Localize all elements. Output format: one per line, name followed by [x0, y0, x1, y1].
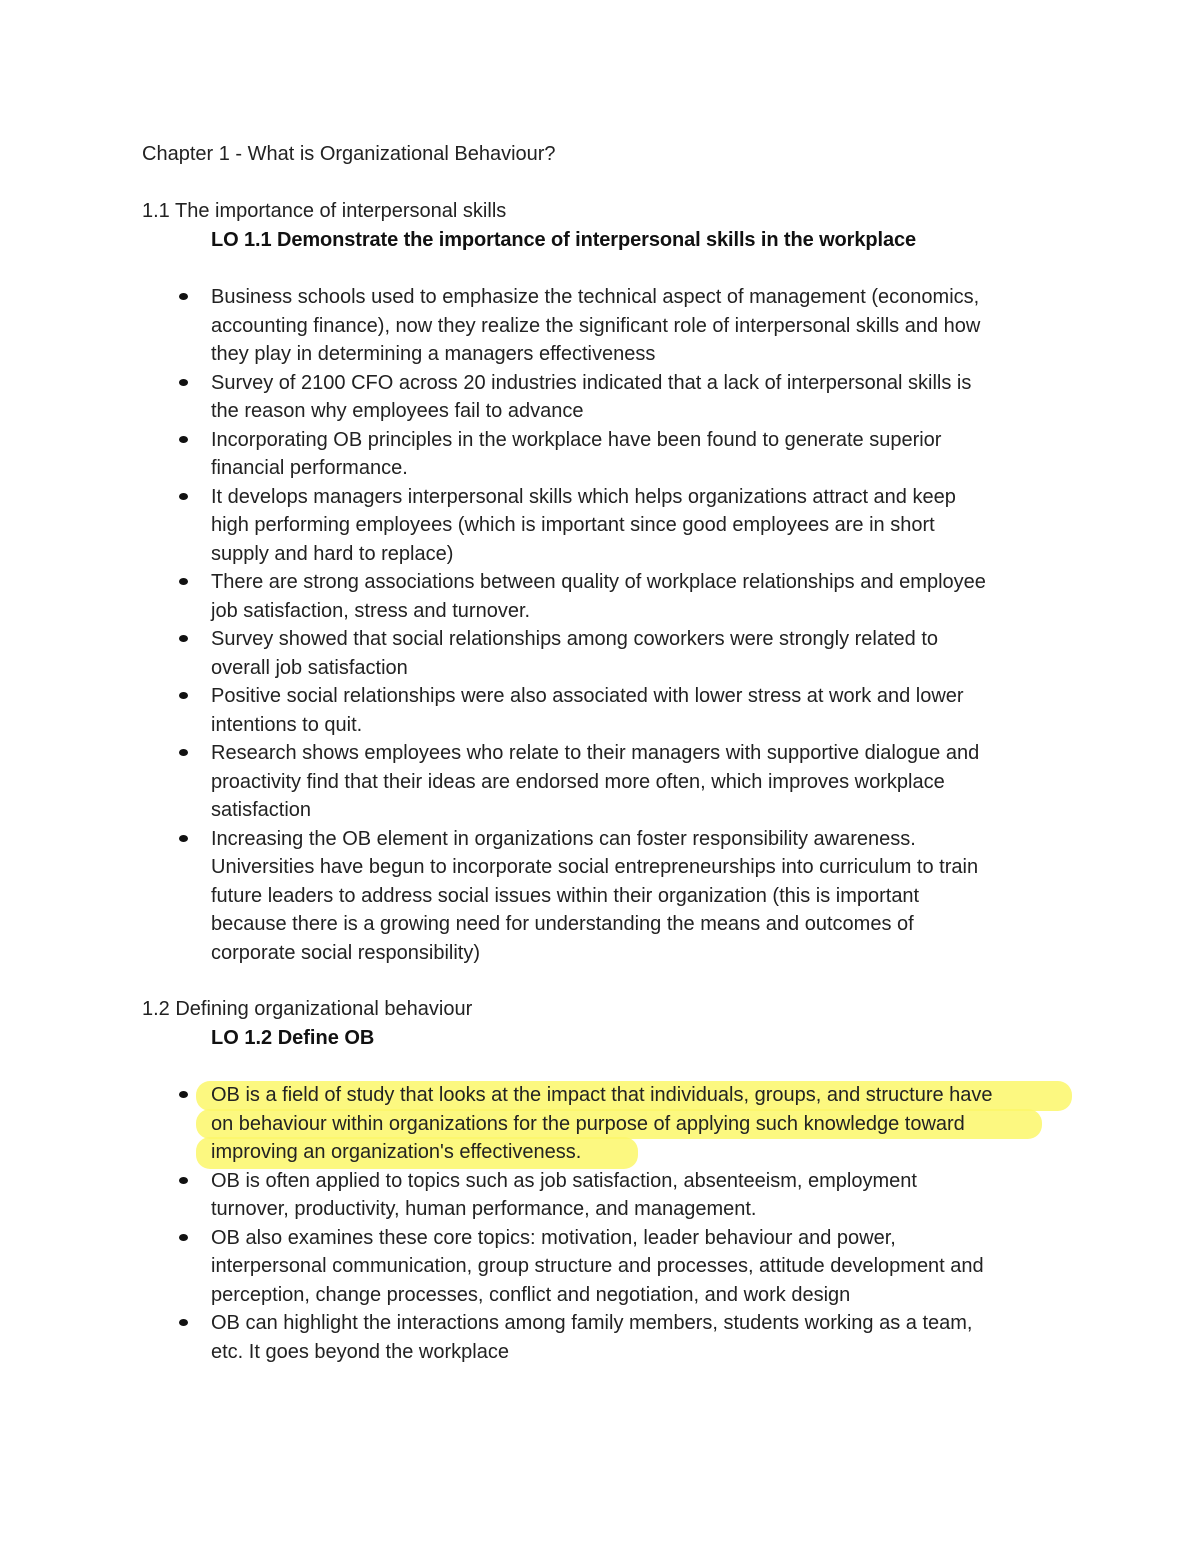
- list-item-text: Positive social relationships were also associated with lower stress at work and lower intentions to quit.: [211, 685, 964, 736]
- list-item-text: It develops managers interpersonal skills which helps organizations attract and keep high performing employees (which is important since good employees are in short supply and hard to replace): [211, 485, 956, 565]
- list-item: [0, 1224, 1200, 1310]
- bullet-list-section-1-1: [0, 283, 1200, 967]
- bullet-icon: [179, 293, 188, 300]
- list-item-text: Survey showed that social relationships among coworkers were strongly related to overall job satisfaction: [211, 628, 939, 679]
- bullet-icon: [179, 1319, 188, 1326]
- list-item: [0, 283, 1200, 369]
- list-item: [0, 483, 1200, 569]
- list-item: [0, 1167, 1200, 1224]
- list-item: [0, 568, 1200, 625]
- list-item-highlighted: [0, 1081, 1200, 1167]
- learning-objective-1-1: LO 1.1 Demonstrate the importance of interpersonal skills in the workplace: [211, 229, 917, 251]
- list-item: [0, 369, 1200, 426]
- bullet-icon: [179, 436, 188, 443]
- section-heading-1-2: 1.2 Defining organizational behaviour: [142, 998, 473, 1020]
- list-item-text: OB can highlight the interactions among family members, students working as a team, etc. It goes beyond the workplace: [211, 1312, 973, 1363]
- list-item-text: Increasing the OB element in organizations can foster responsibility awareness. Universities have begun to incorporate social entrepreneurships into curriculum to train future leaders to address social issues within their organization (this is important because there is a growing need for understanding the means and outcomes of corporate social responsibility): [211, 827, 979, 964]
- chapter-title: Chapter 1 - What is Organizational Behaviour?: [142, 143, 556, 165]
- bullet-icon: [179, 749, 188, 756]
- list-item-text: Business schools used to emphasize the technical aspect of management (economics, accounting finance), now they realize the significant role of interpersonal skills and how they play in determining a managers effectiveness: [211, 286, 981, 365]
- learning-objective-1-2: LO 1.2 Define OB: [211, 1027, 375, 1049]
- list-item: [0, 739, 1200, 825]
- list-item: [0, 625, 1200, 682]
- section-heading-1-1: 1.1 The importance of interpersonal skills: [142, 200, 507, 222]
- bullet-list-section-1-2: [0, 1081, 1200, 1366]
- bullet-icon: [179, 379, 188, 386]
- list-item: [0, 426, 1200, 483]
- list-item-text: OB also examines these core topics: motivation, leader behaviour and power, interpersonal communication, group structure and processes, attitude development and perception, change processes, conflict and negotiation, and work design: [211, 1226, 984, 1306]
- list-item-text: Survey of 2100 CFO across 20 industries indicated that a lack of interpersonal skills is the reason why employees fail to advance: [211, 371, 972, 422]
- bullet-icon: [179, 1234, 188, 1241]
- list-item: [0, 825, 1200, 968]
- bullet-icon: [179, 1091, 188, 1098]
- list-item-text: Research shows employees who relate to their managers with supportive dialogue and proactivity find that their ideas are endorsed more often, which improves workplace satisfaction: [211, 742, 980, 821]
- list-item-text: OB is a field of study that looks at the impact that individuals, groups, and structure have on behaviour within organizations for the purpose of applying such knowledge toward improving an organization's effectiveness.: [211, 1084, 993, 1163]
- bullet-icon: [179, 635, 188, 642]
- list-item-text: There are strong associations between quality of workplace relationships and employee job satisfaction, stress and turnover.: [211, 571, 986, 622]
- list-item: [0, 682, 1200, 739]
- bullet-icon: [179, 692, 188, 699]
- list-item-text: Incorporating OB principles in the workplace have been found to generate superior financial performance.: [211, 428, 942, 479]
- bullet-icon: [179, 493, 188, 500]
- list-item: [0, 1309, 1200, 1366]
- bullet-icon: [179, 578, 188, 585]
- list-item-text: OB is often applied to topics such as job satisfaction, absenteeism, employment turnover, productivity, human performance, and management.: [211, 1169, 917, 1220]
- bullet-icon: [179, 1177, 188, 1184]
- bullet-icon: [179, 835, 188, 842]
